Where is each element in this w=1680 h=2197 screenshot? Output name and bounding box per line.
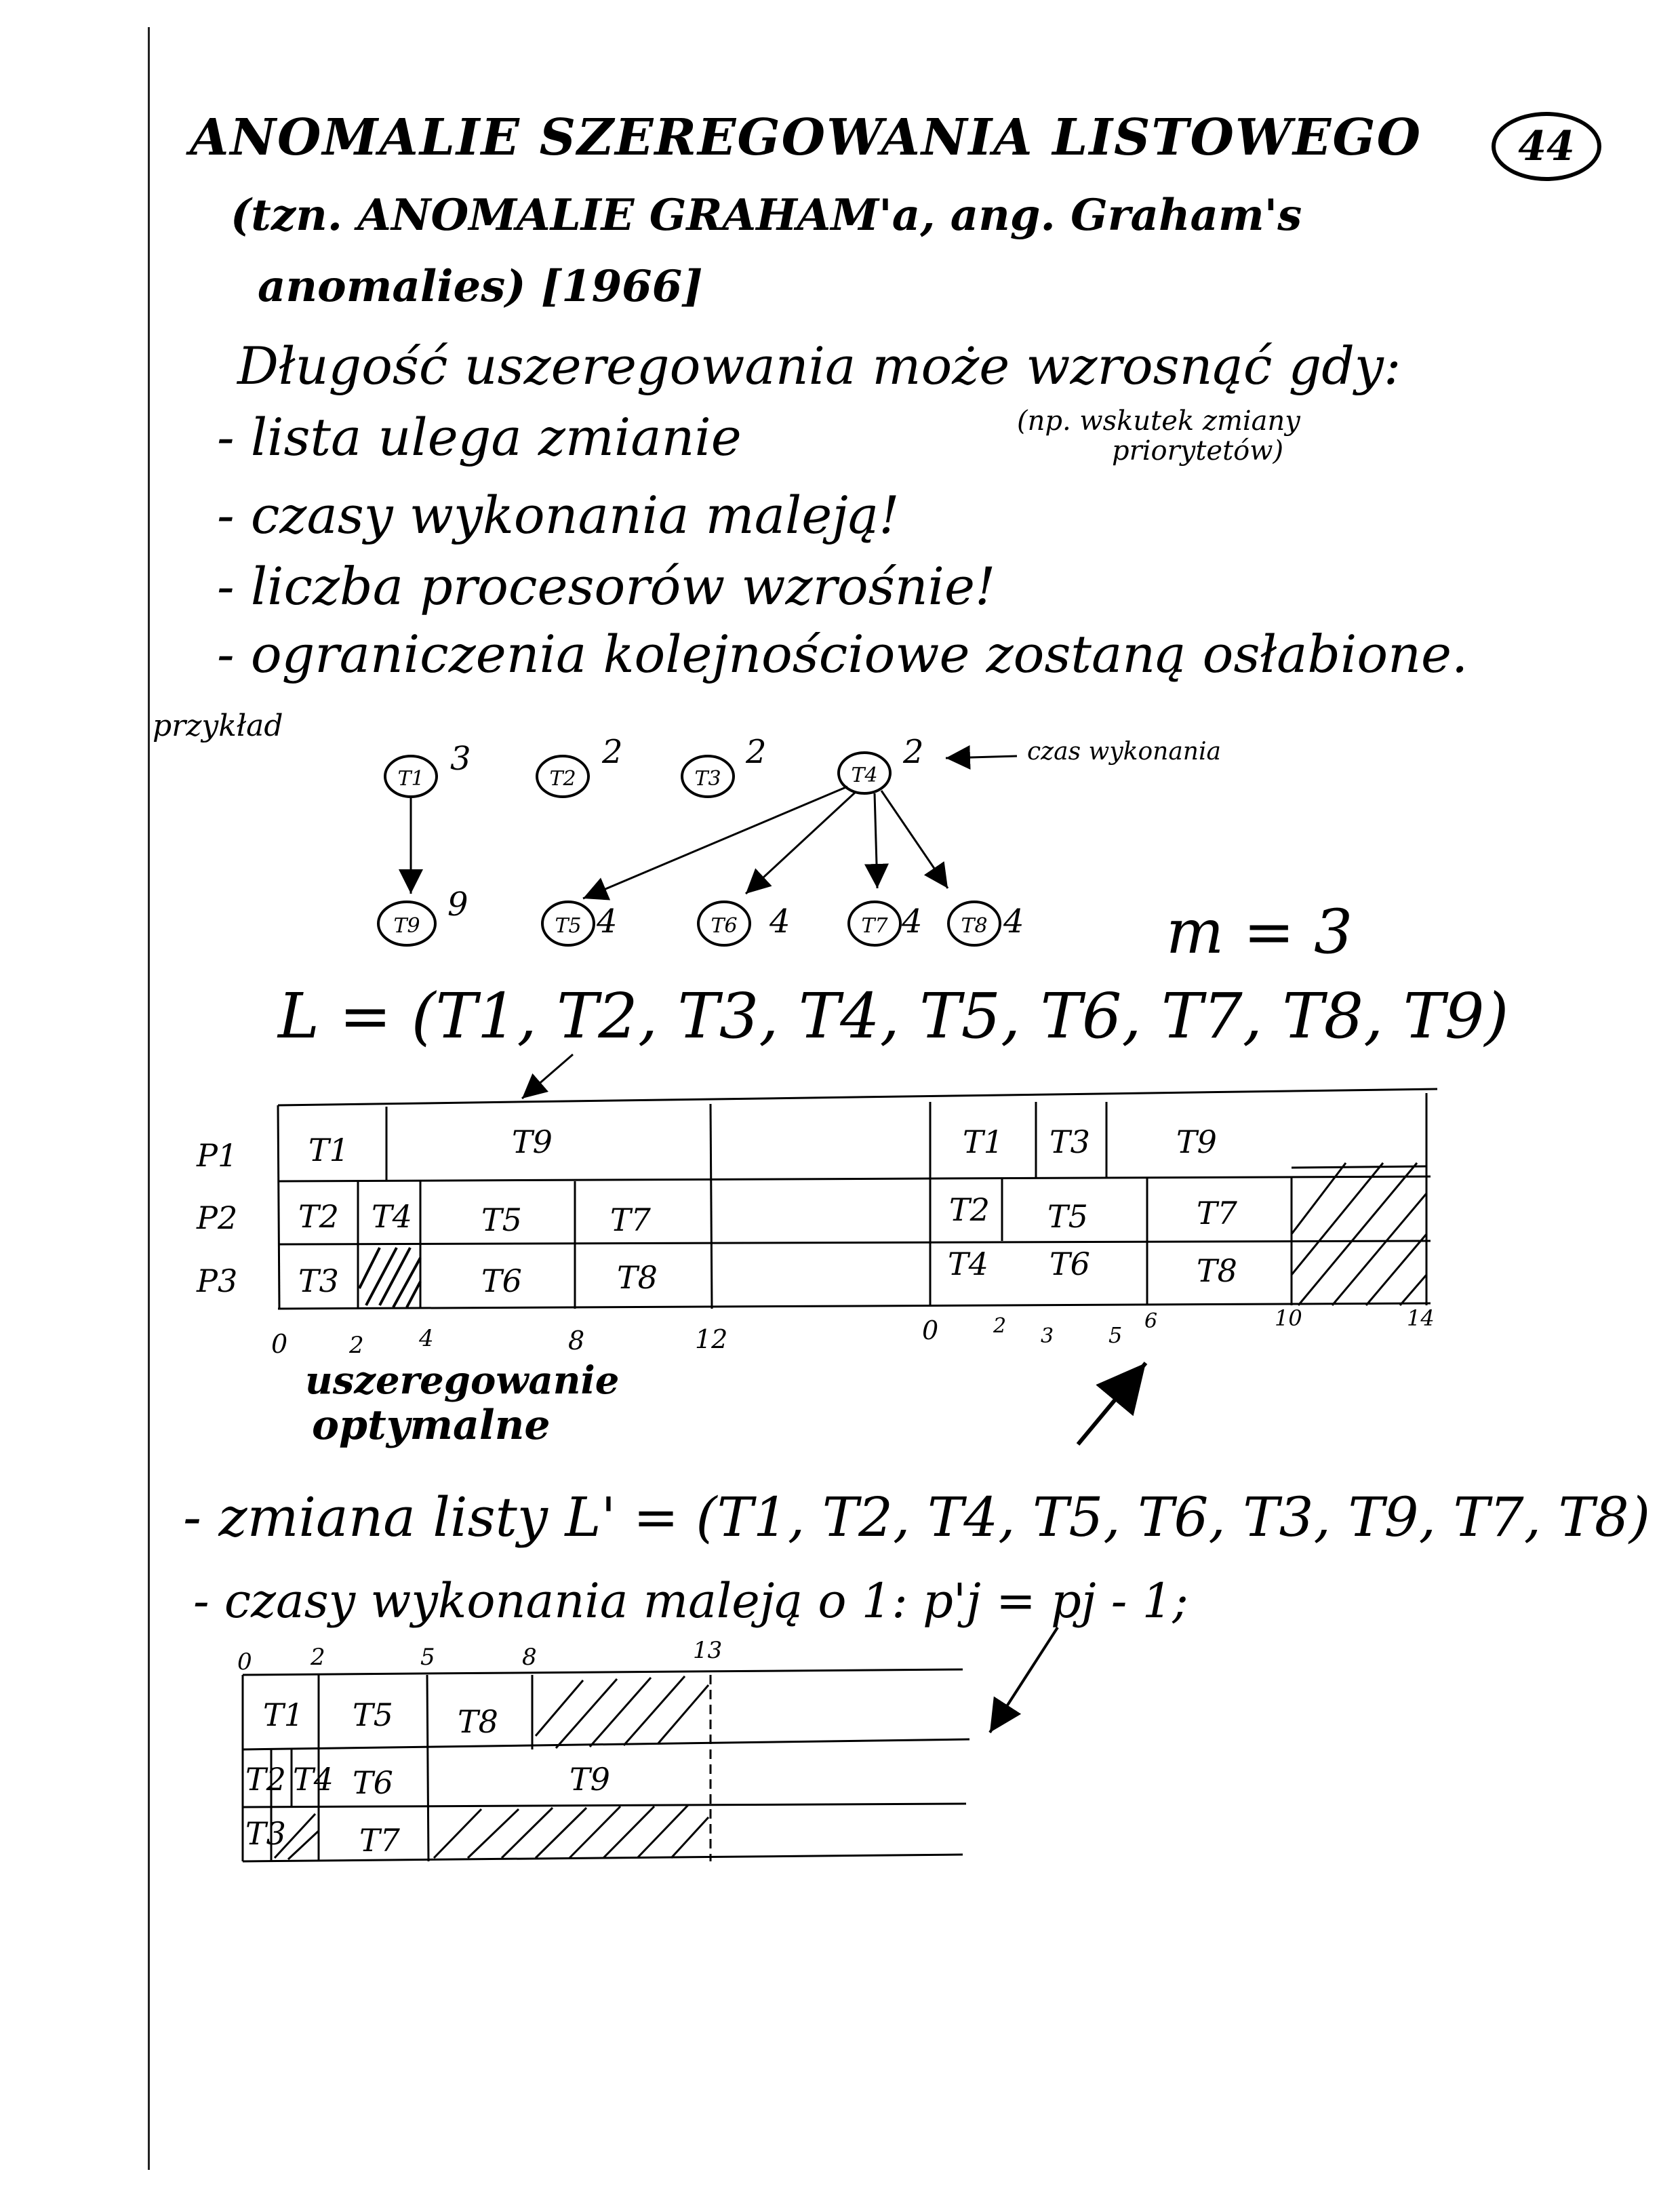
list-tick-2: 2 <box>993 1314 1007 1338</box>
processor-label-p1: P1 <box>197 1137 238 1174</box>
list-p1-t9: T9 <box>1176 1124 1217 1160</box>
svg-text:T7: T7 <box>861 914 888 938</box>
example-label: przykład <box>153 709 283 743</box>
opt-p2-t5: T5 <box>481 1202 522 1238</box>
svg-text:T2: T2 <box>549 767 576 791</box>
node-t6 <box>698 902 791 945</box>
opt-tick-12: 12 <box>695 1324 728 1354</box>
red-tick-5: 5 <box>420 1644 435 1671</box>
opt-p2-t2: T2 <box>298 1198 339 1235</box>
list-idle-hatch <box>1292 1163 1426 1305</box>
list-tick-10: 10 <box>1275 1305 1302 1331</box>
red-p2-t4: T4 <box>293 1761 334 1798</box>
page-number: 44 <box>1492 112 1601 181</box>
opt-p3-idle <box>359 1248 420 1307</box>
condition-1-note-line2: priorytetów) <box>1112 435 1284 467</box>
processor-label-p2: P2 <box>197 1200 238 1236</box>
list-tick-0: 0 <box>922 1315 939 1345</box>
list-p1-t3: T3 <box>1049 1124 1090 1160</box>
svg-text:T6: T6 <box>711 914 738 938</box>
list-tick-5: 5 <box>1108 1322 1123 1348</box>
red-p3-t7: T7 <box>359 1822 400 1859</box>
processor-count: m = 3 <box>1166 896 1353 968</box>
list-p3-t8: T8 <box>1197 1252 1237 1289</box>
red-p2-t2: T2 <box>245 1761 286 1798</box>
node-t7-time: 4 <box>902 903 923 941</box>
list-tick-6: 6 <box>1144 1309 1158 1333</box>
opt-tick-4: 4 <box>419 1325 434 1352</box>
node-t8 <box>948 902 1024 945</box>
red-p1-idle-hatch <box>536 1676 708 1748</box>
node-t6-time: 4 <box>769 903 791 941</box>
time-change-text: - czasy wykonania maleją o 1: p'j = pj - 1; <box>193 1573 1188 1629</box>
list-tick-14: 14 <box>1407 1305 1435 1331</box>
red-tick-2: 2 <box>311 1644 325 1671</box>
red-p1-t8: T8 <box>458 1703 498 1740</box>
node-t9-time: 9 <box>447 886 468 924</box>
list-p2-t5: T5 <box>1047 1198 1088 1235</box>
condition-1: - lista ulega zmianie <box>217 407 742 467</box>
opt-tick-0: 0 <box>271 1329 288 1359</box>
list-tick-3: 3 <box>1041 1324 1054 1348</box>
red-p2-t6: T6 <box>353 1764 393 1801</box>
node-t5-time: 4 <box>597 903 618 941</box>
title-line3: anomalies) [1966] <box>258 261 703 312</box>
annotation-arrow <box>946 756 1017 758</box>
schedule-optimal <box>196 1089 1437 1449</box>
opt-p1-t1: T1 <box>308 1132 349 1168</box>
edge-t4-t7 <box>875 793 877 888</box>
node-t1 <box>385 740 471 797</box>
node-t5 <box>542 902 618 945</box>
red-tick-0: 0 <box>237 1648 252 1676</box>
annotation-text: czas wykonania <box>1027 738 1221 766</box>
node-t7 <box>849 902 923 945</box>
list-p3-t4: T4 <box>948 1246 988 1282</box>
node-t1-time: 3 <box>450 740 471 778</box>
list-p1-t1: T1 <box>963 1124 1003 1160</box>
svg-text:T8: T8 <box>961 914 988 938</box>
list-p2-t7: T7 <box>1197 1195 1237 1231</box>
opt-tick-8: 8 <box>568 1326 585 1355</box>
node-t3-time: 2 <box>746 733 767 771</box>
opt-caption-line2: optymalne <box>312 1402 551 1449</box>
svg-text:T4: T4 <box>851 764 878 787</box>
red-p3-idle-hatch <box>434 1805 708 1858</box>
opt-p3-t3: T3 <box>298 1263 339 1299</box>
opt-tick-2: 2 <box>349 1332 364 1359</box>
processor-label-p3: P3 <box>197 1263 238 1299</box>
svg-text:T1: T1 <box>397 767 424 791</box>
opt-p2-t4: T4 <box>372 1198 412 1235</box>
opt-p3-t6: T6 <box>481 1263 522 1299</box>
red-tick-8: 8 <box>522 1644 537 1671</box>
node-t3 <box>682 733 767 797</box>
red-p1-t1: T1 <box>263 1697 304 1733</box>
list-change-text: - zmiana listy L' = (T1, T2, T4, T5, T6, T3, T9, T7, T8) <box>183 1486 1651 1549</box>
condition-2: - czasy wykonania maleją! <box>217 485 900 545</box>
edge-t4-t8 <box>881 791 948 888</box>
schedule-reduced <box>237 1637 969 1861</box>
opt-p1-t9: T9 <box>512 1124 553 1160</box>
node-t4 <box>839 733 924 793</box>
title-line2: (tzn. ANOMALIE GRAHAM'a, ang. Graham's <box>231 190 1302 241</box>
title-line1: ANOMALIE SZEREGOWANIA LISTOWEGO <box>190 108 1422 167</box>
edge-t4-t5 <box>583 787 847 898</box>
red-p3-t3: T3 <box>245 1815 286 1852</box>
node-t8-time: 4 <box>1003 903 1024 941</box>
condition-1-note-line1: (np. wskutek zmiany <box>1017 405 1300 437</box>
node-t9 <box>378 886 468 945</box>
node-t4-time: 2 <box>903 733 924 771</box>
red-p2-t9: T9 <box>569 1761 610 1798</box>
change-arrow <box>990 1627 1058 1733</box>
condition-3: - liczba procesorów wzrośnie! <box>217 556 996 616</box>
condition-4: - ograniczenia kolejnościowe zostaną osłabione. <box>217 624 1468 684</box>
node-t2 <box>537 733 623 797</box>
list-l-arrow <box>522 1054 573 1098</box>
svg-text:T5: T5 <box>555 914 582 938</box>
intro-text: Długość uszeregowania może wzrosnąć gdy: <box>237 336 1401 396</box>
red-p1-t5: T5 <box>353 1697 393 1733</box>
svg-text:T9: T9 <box>393 914 420 938</box>
opt-caption-line1: uszeregowanie <box>305 1358 620 1403</box>
opt-p2-t7: T7 <box>610 1202 651 1238</box>
schedule-list <box>922 1093 1435 1444</box>
red-tick-13: 13 <box>693 1637 723 1664</box>
list-l: L = (T1, T2, T3, T4, T5, T6, T7, T8, T9) <box>278 980 1509 1052</box>
svg-text:T3: T3 <box>694 767 721 791</box>
list-p3-t6: T6 <box>1049 1246 1090 1282</box>
list-p2-t2: T2 <box>949 1191 990 1228</box>
opt-p3-t8: T8 <box>617 1259 658 1296</box>
node-t2-time: 2 <box>602 733 623 771</box>
